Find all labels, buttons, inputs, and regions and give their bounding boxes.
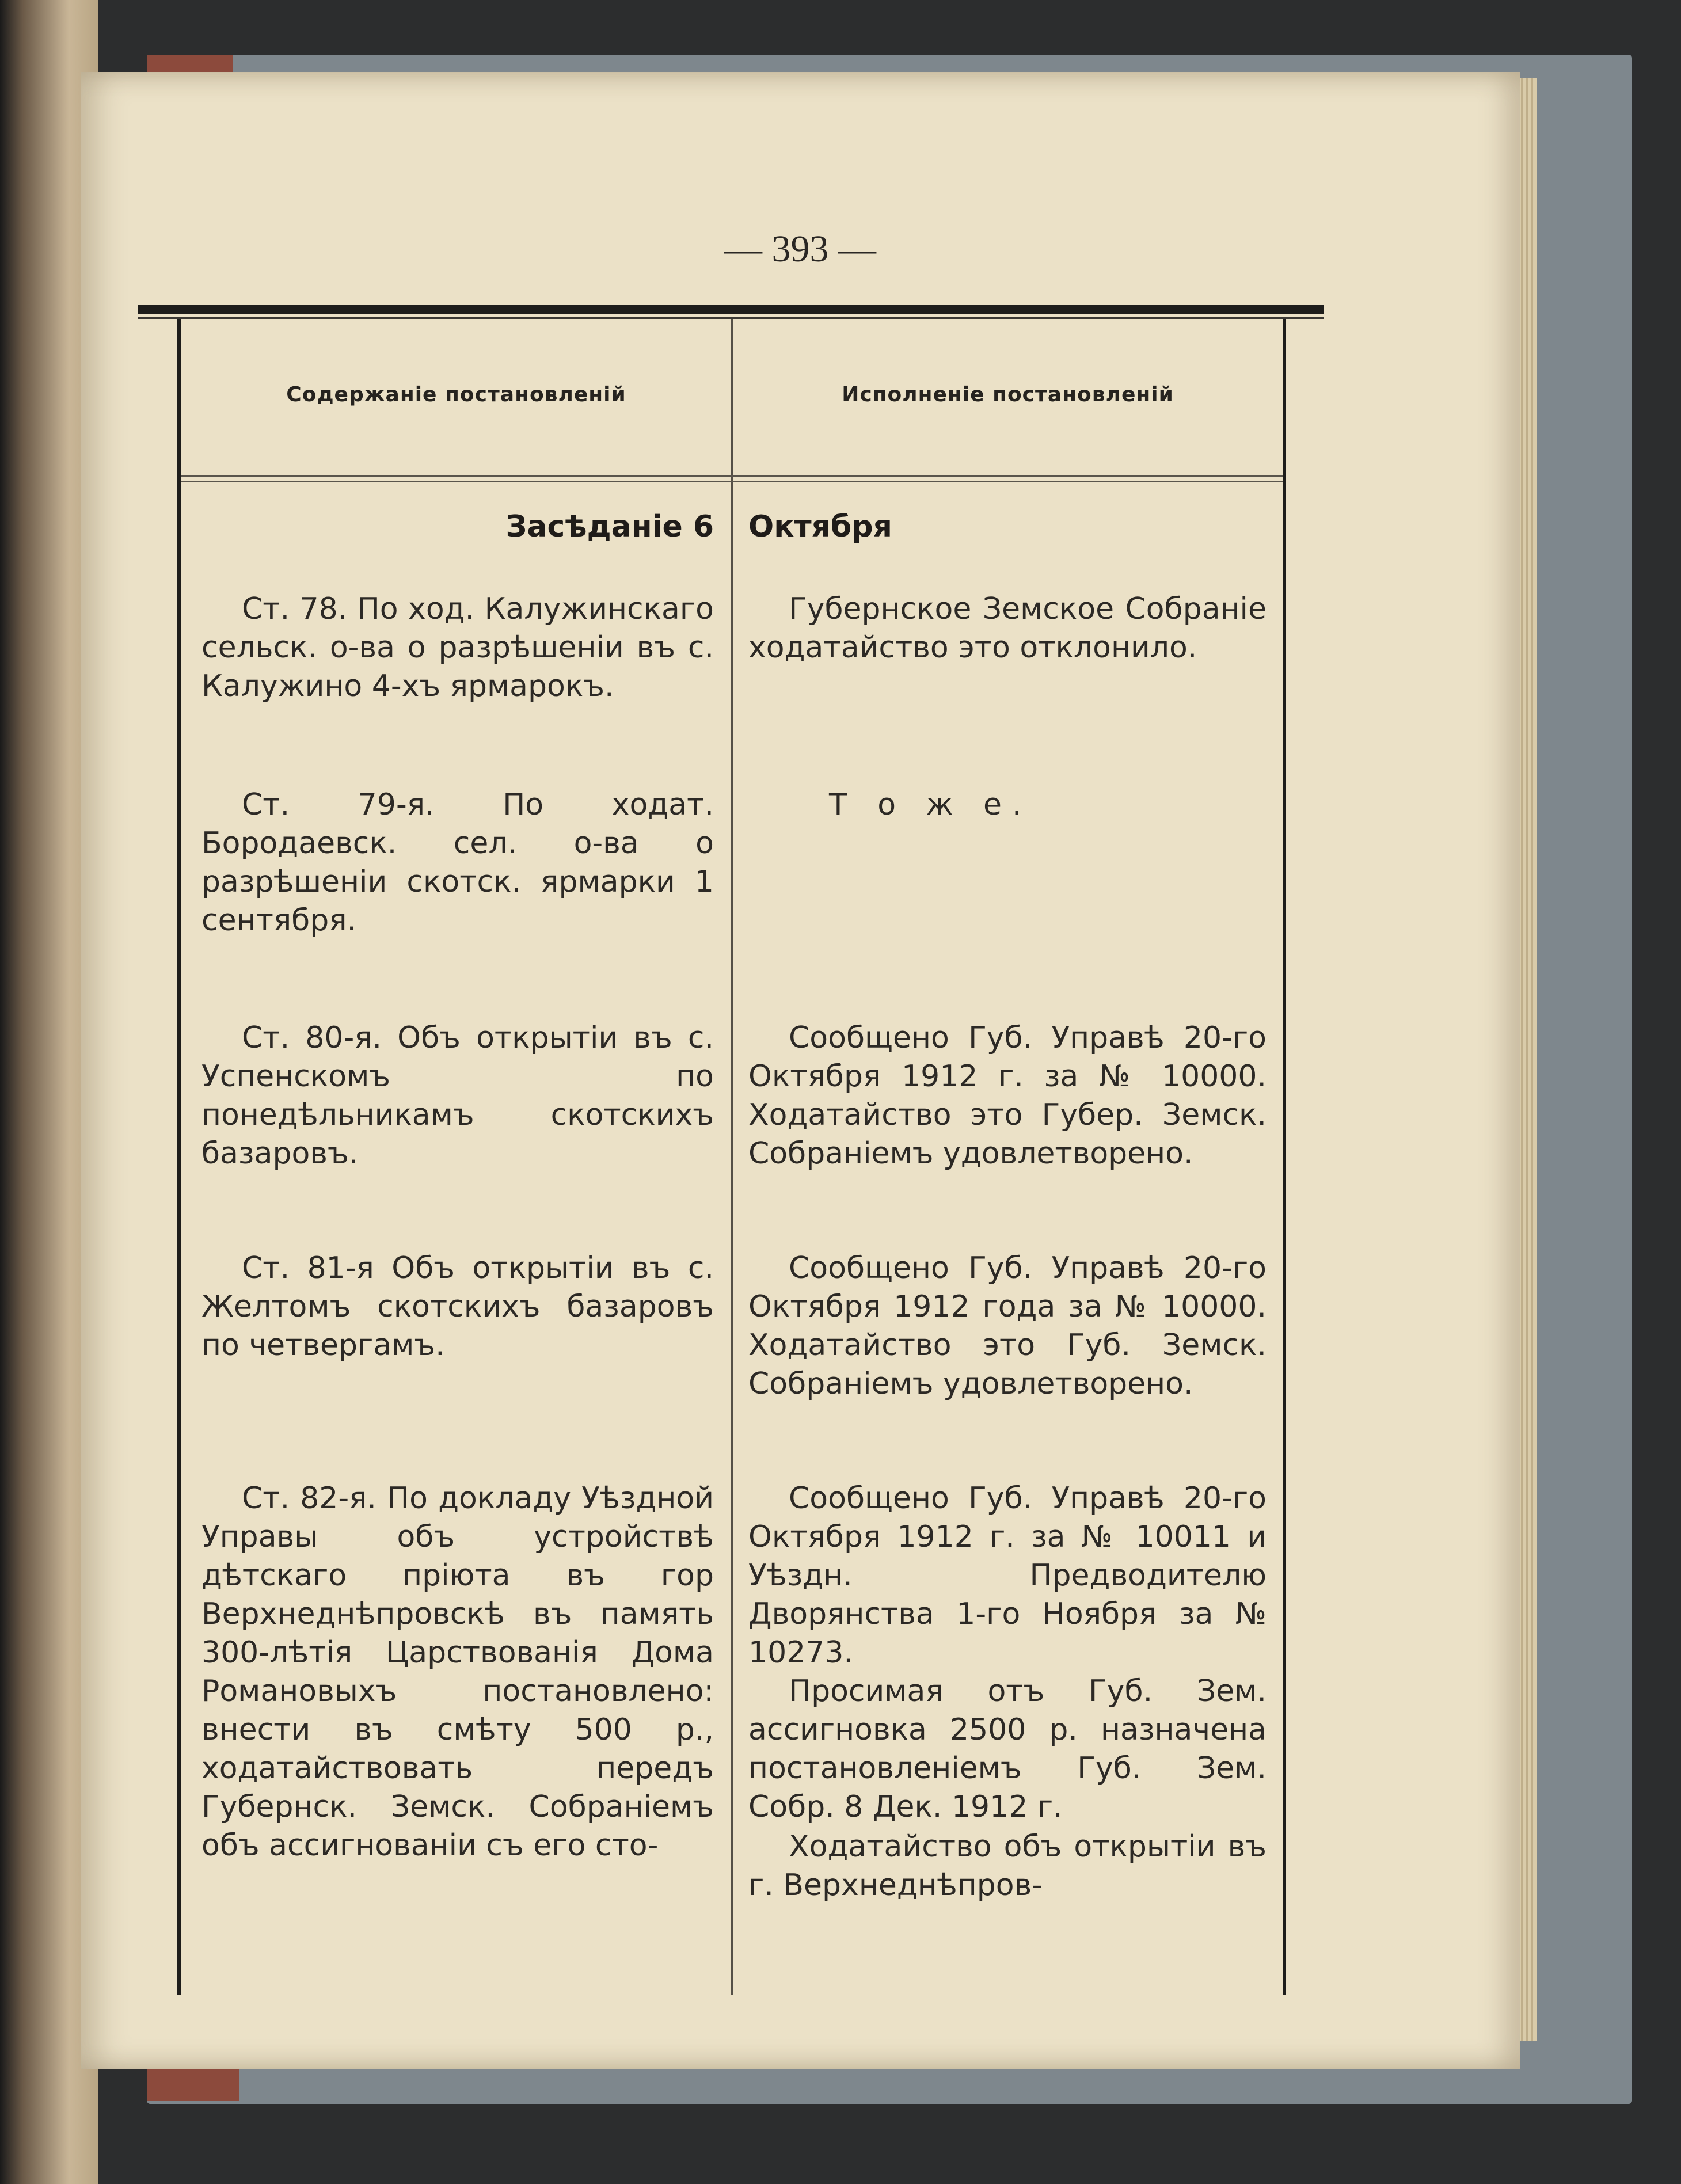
- table-right-border: [1283, 319, 1286, 1995]
- execution-79: Т о ж е.: [829, 787, 1032, 822]
- table-left-border: [177, 319, 181, 1995]
- top-rule-thin: [138, 317, 1324, 319]
- execution-82-c: Ходатайство объ открытіи въ г. Верхнеднѣпров-: [748, 1829, 1267, 1903]
- resolution-78: Ст. 78. По ход. Калужинскаго сельск. о-ва о разрѣшеніи въ с. Калужино 4-хъ ярмарокъ.: [201, 592, 714, 703]
- header-rule: [181, 475, 1283, 477]
- page-number: — 393 —: [724, 228, 876, 270]
- session-heading-left: Засѣданіе 6: [505, 509, 714, 544]
- execution-80: Сообщено Губ. Управѣ 20-го Октября 1912 г. за № 10000. Ходатайство это Губер. Земск. Собраніемъ удовлетворено.: [748, 1021, 1267, 1171]
- column-header-execution: Исполненіе постановленій: [842, 383, 1174, 406]
- execution-82-a: Сообщено Губ. Управѣ 20-го Октября 1912 г. за № 10011 и Уѣздн. Предводителю Дворянства 1-го Ноября за № 10273.: [748, 1481, 1267, 1670]
- column-header-contents: Содержаніе постановленій: [286, 383, 626, 406]
- resolution-82: Ст. 82-я. По докладу Уѣздной Управы объ устройствѣ дѣтскаго пріюта въ гор Верхнеднѣпровскѣ въ память 300-лѣтія Царствованія Дома Романовыхъ постановлено: внести въ смѣту 500 р., ходатайствовать передъ Губернск. Земск. Собраніемъ объ ассигнованіи съ его сто-: [201, 1481, 714, 1863]
- execution-78: Губернское Земское Собраніе ходатайство это отклонило.: [748, 592, 1267, 665]
- book-page: [81, 72, 1520, 2069]
- resolution-79: Ст. 79-я. По ходат. Бородаевск. сел. о-ва о разрѣшеніи скотск. ярмарки 1 сентября.: [201, 787, 714, 938]
- execution-81: Сообщено Губ. Управѣ 20-го Октября 1912 года за № 10000. Ходатайство это Губ. Земск. Собраніемъ удовлетворено.: [748, 1251, 1267, 1401]
- table-column-divider: [731, 319, 733, 1995]
- top-rule: [138, 305, 1324, 314]
- session-heading-right: Октября: [748, 509, 892, 544]
- resolution-80: Ст. 80-я. Объ открытіи въ с. Успенскомъ по понедѣльникамъ скотскихъ базаровъ.: [201, 1021, 714, 1171]
- resolution-81: Ст. 81-я Объ открытіи въ с. Желтомъ скотскихъ базаровъ по четвергамъ.: [201, 1251, 714, 1363]
- header-rule-second: [181, 481, 1283, 482]
- execution-82-b: Просимая отъ Губ. Зем. ассигновка 2500 р. назначена постановленіемъ Губ. Зем. Собр. 8 Дек. 1912 г.: [748, 1674, 1267, 1824]
